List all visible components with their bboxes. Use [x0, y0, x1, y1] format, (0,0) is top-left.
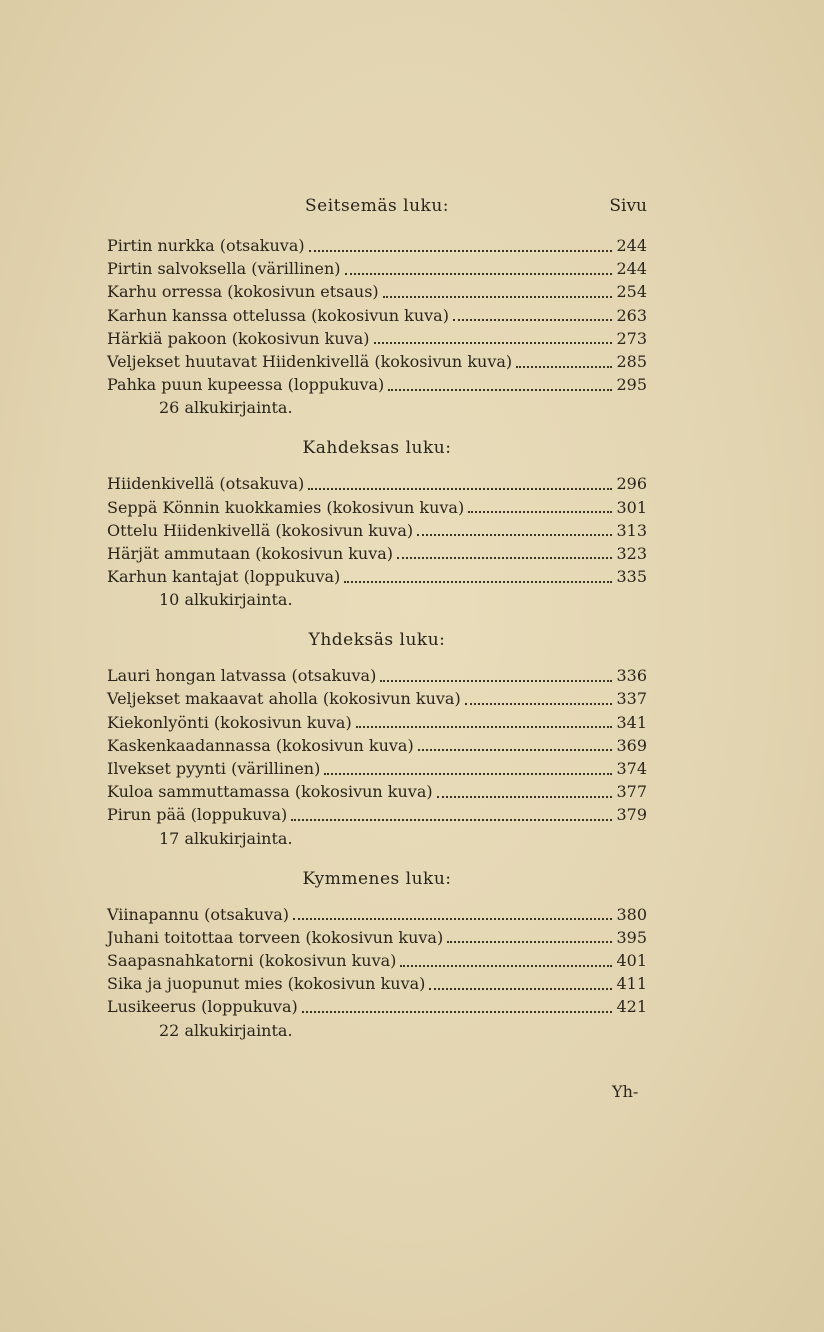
- entry-page-number: 411: [616, 974, 647, 994]
- entry-title: Lusikeerus (loppukuva): [107, 997, 298, 1017]
- entry-title: Hiidenkivellä (otsakuva): [107, 474, 305, 494]
- entry-title: Ottelu Hiidenkivellä (kokosivun kuva): [107, 520, 414, 540]
- entry-title: Pirun pää (loppukuva): [107, 805, 288, 825]
- toc-entry: [107, 565, 647, 588]
- toc-entry: [107, 780, 647, 803]
- dot-leader: [468, 511, 612, 513]
- entry-title: Pahka puun kupeessa (loppukuva): [107, 375, 385, 395]
- entry-page-number: 335: [616, 567, 647, 587]
- chapter-section: [107, 434, 647, 612]
- dot-leader: [418, 749, 613, 751]
- toc-entry: [107, 711, 647, 734]
- dot-leader: [374, 342, 613, 344]
- entry-title: Karhun kantajat (loppukuva): [107, 567, 341, 587]
- toc-entry: [107, 687, 647, 710]
- dot-leader: [380, 680, 612, 682]
- page-column-label: Sivu: [609, 196, 647, 216]
- toc-entry: [107, 327, 647, 350]
- dot-leader: [383, 296, 613, 298]
- entry-title: Pirtin nurkka (otsakuva): [107, 236, 305, 255]
- entry-page-number: 421: [616, 997, 647, 1017]
- entry-page-number: 395: [616, 927, 647, 947]
- header-row: [107, 196, 647, 224]
- dot-leader: [344, 581, 612, 583]
- toc-entry: [107, 542, 647, 565]
- dot-leader: [453, 319, 613, 321]
- dot-leader: [388, 389, 612, 391]
- initials-count: 22 alkukirjainta.: [159, 1020, 293, 1040]
- chapter-section: [107, 234, 647, 420]
- toc-entry: [107, 972, 647, 995]
- initials-count: 10 alkukirjainta.: [159, 590, 293, 610]
- entry-page-number: 295: [616, 375, 647, 395]
- entry-title: Kiekonlyönti (kokosivun kuva): [107, 712, 352, 732]
- entry-page-number: 263: [616, 305, 647, 325]
- entry-title: Veljekset huutavat Hiidenkivellä (kokosivun kuva): [107, 351, 513, 371]
- dot-leader: [400, 965, 612, 967]
- entry-title: Ilvekset pyynti (värillinen): [107, 759, 321, 778]
- dot-leader: [516, 366, 612, 368]
- chapter-heading: Seitsemäs luku:: [304, 196, 449, 216]
- entry-title: Pirtin salvoksella (värillinen): [107, 259, 341, 279]
- toc-entry: [107, 496, 647, 519]
- section-heading: Yhdeksäs luku:: [308, 630, 446, 651]
- entry-title: Veljekset makaavat aholla (kokosivun kuva): [107, 689, 461, 709]
- toc-entry: [107, 995, 647, 1018]
- section-heading: Kahdeksas luku:: [302, 438, 452, 459]
- dot-leader: [429, 988, 612, 990]
- initials-count: 17 alkukirjainta.: [159, 828, 293, 848]
- dot-leader: [417, 534, 612, 536]
- entry-page-number: 244: [616, 236, 647, 255]
- entry-title: Sika ja juopunut mies (kokosivun kuva): [107, 974, 426, 994]
- entry-page-number: 285: [616, 351, 647, 371]
- printer-signature: Yh-: [612, 1082, 639, 1101]
- entry-page-number: 374: [616, 759, 647, 778]
- toc-entry: [107, 304, 647, 327]
- toc-entry: [107, 664, 647, 687]
- dot-leader: [397, 557, 612, 559]
- entry-title: Kaskenkaadannassa (kokosivun kuva): [107, 735, 414, 755]
- dot-leader: [356, 726, 613, 728]
- entry-page-number: 401: [616, 950, 647, 970]
- entry-page-number: 380: [616, 904, 647, 924]
- entry-page-number: 313: [616, 520, 647, 540]
- entry-title: Karhu orressa (kokosivun etsaus): [107, 282, 379, 302]
- dot-leader: [308, 488, 612, 490]
- toc-entry: [107, 903, 647, 926]
- entry-page-number: 244: [616, 259, 647, 279]
- entry-page-number: 254: [616, 282, 647, 302]
- entry-page-number: 337: [616, 689, 647, 709]
- dot-leader: [291, 819, 612, 821]
- entry-page-number: 273: [616, 328, 647, 348]
- entry-title: Härjät ammutaan (kokosivun kuva): [107, 543, 394, 563]
- entry-title: Juhani toitottaa torveen (kokosivun kuva): [107, 927, 444, 947]
- entry-title: Lauri hongan latvassa (otsakuva): [107, 666, 377, 686]
- toc-entry: [107, 949, 647, 972]
- initials-count: 26 alkukirjainta.: [159, 398, 293, 418]
- entry-title: Härkiä pakoon (kokosivun kuva): [107, 328, 370, 348]
- entry-page-number: 296: [616, 474, 647, 494]
- toc-entry: [107, 926, 647, 949]
- dot-leader: [324, 773, 612, 775]
- section-heading: Kymmenes luku:: [302, 868, 452, 889]
- dot-leader: [309, 250, 613, 252]
- entry-title: Saapasnahkatorni (kokosivun kuva): [107, 950, 397, 970]
- toc-entry: [107, 350, 647, 373]
- chapter-section: [107, 626, 647, 850]
- dot-leader: [302, 1011, 613, 1013]
- toc-entry: [107, 803, 647, 826]
- toc-entry: [107, 234, 647, 257]
- toc-entry: [107, 734, 647, 757]
- entry-page-number: 301: [616, 497, 647, 517]
- dot-leader: [447, 941, 612, 943]
- entry-title: Viinapannu (otsakuva): [107, 904, 290, 924]
- toc-entry: [107, 373, 647, 396]
- dot-leader: [293, 918, 612, 920]
- toc-entry: [107, 472, 647, 495]
- entry-title: Kuloa sammuttamassa (kokosivun kuva): [107, 782, 433, 802]
- toc-entry: [107, 757, 647, 780]
- toc-entry: [107, 280, 647, 303]
- chapter-section: [107, 865, 647, 1043]
- dot-leader: [437, 796, 613, 798]
- dot-leader: [345, 273, 613, 275]
- entry-title: Karhun kanssa ottelussa (kokosivun kuva): [107, 305, 449, 325]
- entry-page-number: 369: [616, 735, 647, 755]
- toc-entry: [107, 519, 647, 542]
- sections-container: [107, 234, 647, 1043]
- entry-page-number: 323: [616, 543, 647, 563]
- toc-entry: [107, 257, 647, 280]
- entry-page-number: 379: [616, 805, 647, 825]
- entry-page-number: 336: [616, 666, 647, 686]
- dot-leader: [465, 703, 613, 705]
- entry-page-number: 341: [616, 712, 647, 732]
- entry-title: Seppä Könnin kuokkamies (kokosivun kuva): [107, 497, 465, 517]
- entry-page-number: 377: [616, 782, 647, 802]
- table-of-illustrations: [107, 196, 647, 1043]
